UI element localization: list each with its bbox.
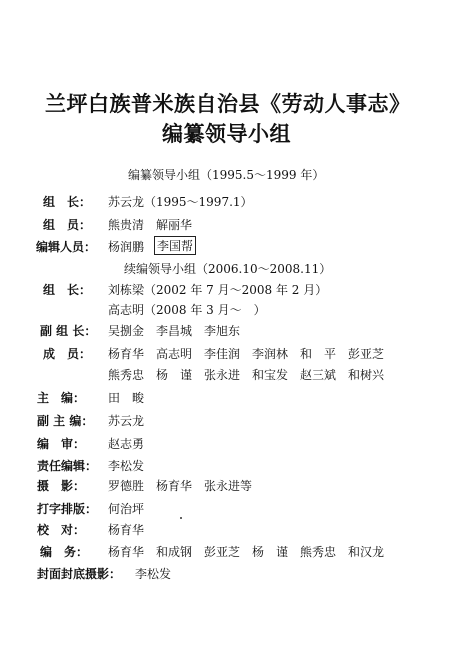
credit-editorial-affairs-value: 杨育华 和成钢 彭亚芝 杨 谨 熊秀忠 和汉龙 bbox=[108, 545, 385, 559]
group1-editors-label: 编辑人员： bbox=[36, 240, 97, 254]
group1-members-label: 组 员： bbox=[43, 218, 92, 232]
group2-vice-label: 副 组 长： bbox=[40, 324, 97, 338]
group1-members-value: 熊贵清 解丽华 bbox=[108, 218, 193, 232]
group2-heading: 续编领导小组（2006.10～2008.11） bbox=[124, 262, 332, 276]
group1-heading: 编纂领导小组（1995.5～1999 年） bbox=[128, 168, 325, 182]
credit-typesetting-label: 打字排版： bbox=[37, 502, 98, 516]
credit-deputy-editor-label: 副 主 编： bbox=[37, 414, 94, 428]
credit-chief-editor-label: 主 编： bbox=[37, 391, 86, 405]
page-title-line-1: 兰坪白族普米族自治县《劳动人事志》 bbox=[45, 91, 411, 116]
group2-leader-label: 组 长： bbox=[43, 283, 92, 297]
group1-editors-value-1: 杨润鹏 bbox=[108, 240, 145, 254]
credit-deputy-editor-value: 苏云龙 bbox=[108, 414, 145, 428]
credit-chief-editor-value: 田 畯 bbox=[108, 391, 145, 405]
credit-reviewer-value: 赵志勇 bbox=[108, 437, 145, 451]
credit-editorial-affairs-label: 编 务： bbox=[40, 545, 89, 559]
group1-leader-value: 苏云龙（1995～1997.1） bbox=[108, 195, 253, 209]
page-title-line-2: 编纂领导小组 bbox=[162, 121, 291, 146]
credit-cover-photography-value: 李松发 bbox=[135, 567, 172, 581]
group2-vice-value: 吴捌金 李昌城 李旭东 bbox=[108, 324, 241, 338]
credit-responsible-editor-label: 责任编辑： bbox=[37, 459, 98, 473]
credit-typesetting-value: 何治坪 bbox=[108, 502, 145, 516]
group2-leader-value-2: 高志明（2008 年 3 月～ ） bbox=[108, 303, 266, 317]
group2-members-label: 成 员： bbox=[43, 347, 92, 361]
group2-members-value-1: 杨育华 高志明 李佳润 李润林 和 平 彭亚芝 bbox=[108, 347, 385, 361]
credit-reviewer-label: 编 审： bbox=[37, 437, 86, 451]
scan-speck bbox=[180, 517, 182, 519]
credit-proofreading-value: 杨育华 bbox=[108, 523, 145, 537]
group2-members-value-2: 熊秀忠 杨 谨 张永进 和宝发 赵三斌 和树兴 bbox=[108, 368, 385, 382]
group1-leader-label: 组 长： bbox=[43, 195, 92, 209]
credit-responsible-editor-value: 李松发 bbox=[108, 459, 145, 473]
credit-proofreading-label: 校 对： bbox=[37, 523, 86, 537]
group2-leader-value-1: 刘栋梁（2002 年 7 月～2008 年 2 月） bbox=[108, 283, 328, 297]
credit-cover-photography-label: 封面封底摄影： bbox=[37, 567, 122, 581]
credit-photography-value: 罗德胜 杨育华 张永进等 bbox=[108, 479, 253, 493]
group1-editors-value-2: 李国帮 bbox=[154, 236, 196, 255]
credit-photography-label: 摄 影： bbox=[37, 479, 86, 493]
